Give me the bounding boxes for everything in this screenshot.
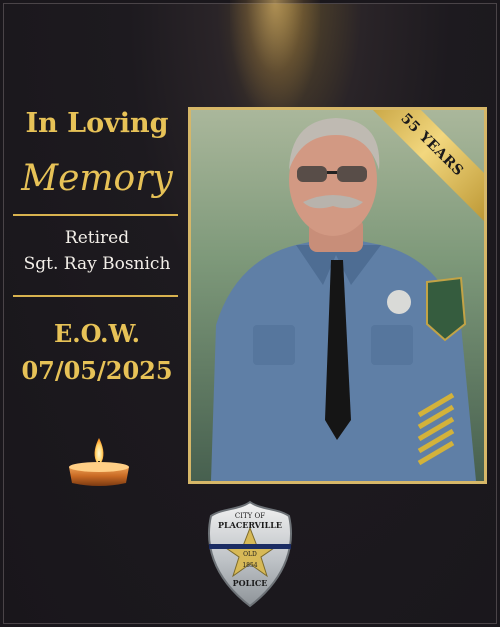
light-glow bbox=[230, 0, 320, 115]
officer-photo bbox=[188, 107, 487, 484]
title-in-loving: In Loving bbox=[25, 108, 169, 139]
divider-bottom bbox=[13, 295, 178, 297]
badge-top-text: CITY OF bbox=[234, 512, 266, 520]
rank-retired: Retired bbox=[64, 228, 130, 248]
officer-name: Sgt. Ray Bosnich bbox=[23, 254, 171, 274]
badge-bottom-text: POLICE bbox=[232, 578, 268, 588]
badge-mid-text: OLD bbox=[243, 551, 257, 558]
divider-top bbox=[13, 214, 178, 216]
service-years-text: 55 YEARS bbox=[397, 110, 467, 180]
eow-date: 07/05/2025 bbox=[21, 356, 173, 385]
eow-label: E.O.W. bbox=[53, 319, 141, 348]
badge-year-text: 1854 bbox=[242, 562, 258, 569]
title-memory: Memory bbox=[21, 158, 173, 199]
police-badge-icon bbox=[203, 500, 297, 608]
badge-city-text: PLACERVILLE bbox=[218, 520, 282, 530]
candle-icon bbox=[66, 436, 132, 494]
